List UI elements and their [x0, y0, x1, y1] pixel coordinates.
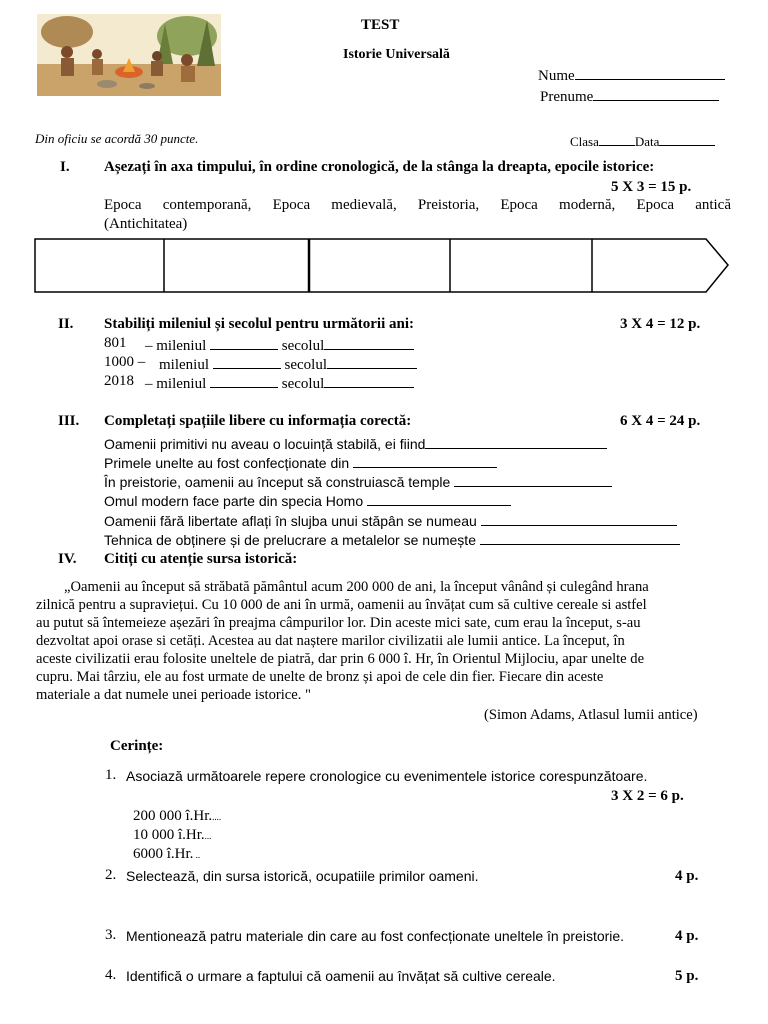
year-row[interactable]: 2018: [104, 373, 134, 389]
prehistoric-scene-illustration: [37, 14, 221, 96]
answer-line: [353, 453, 497, 468]
section-3-points: 6 X 4 = 24 p.: [620, 413, 701, 429]
clasa-data-fields[interactable]: Clasa Data: [570, 131, 715, 150]
question-number: 1.: [105, 767, 117, 783]
question-3: Mentionează patru materiale din care au fost confecționate uneltele în preistorie.: [126, 928, 625, 944]
prenume-field[interactable]: Prenume: [540, 86, 719, 106]
source-citation: (Simon Adams, Atlasul lumii antice): [484, 707, 698, 723]
nume-line: [575, 65, 725, 80]
section-2-title: Stabiliți mileniul și secolul pentru următorii ani:: [104, 316, 415, 332]
source-line: au putut să întemeieze așezări în preajma câmpurilor lor. Din aceste mici sate, cum erau la început, s-au: [36, 615, 641, 631]
mileniul-line: [213, 354, 281, 369]
subject-title: Istorie Universală: [343, 47, 450, 62]
source-line: cupru. Mai târziu, ele au fost urmate de unelte de bronz și apoi de cele din fier. Fiecare din aceste: [36, 669, 604, 685]
answer-line: [454, 472, 612, 487]
section-3-title: Completați spațiile libere cu informația corectă:: [104, 413, 412, 429]
year-row-answer[interactable]: – mileniul secolul: [145, 373, 414, 393]
section-1-points: 5 X 3 = 15 p.: [611, 179, 692, 195]
section-1-title: Așezați în axa timpului, în ordine cronologică, de la stânga la dreapta, epocile istorice:: [104, 159, 655, 175]
question-3-points: 4 p.: [675, 928, 699, 944]
answer-line: [367, 491, 511, 506]
source-line: „Oamenii au început să străbată pământul acum 200 000 de ani, la început vânând și culegând hrana: [64, 579, 649, 595]
answer-line: [425, 434, 607, 449]
date-item[interactable]: 10 000 î.Hr....: [133, 827, 212, 843]
year-row-answer[interactable]: mileniul secolul: [159, 354, 417, 374]
section-2-number: II.: [58, 316, 74, 332]
secolul-line: [324, 335, 414, 350]
data-line: [659, 131, 715, 146]
date-item[interactable]: 200 000 î.Hr.....: [133, 808, 222, 824]
answer-line: [480, 530, 680, 545]
mileniul-line: [210, 373, 278, 388]
fill-item[interactable]: Oamenii primitivi nu aveau o locuință stabilă, ei fiind: [104, 434, 607, 452]
question-4-points: 5 p.: [675, 968, 699, 984]
fill-item[interactable]: Tehnica de obținere și de prelucrare a metalelor se numește: [104, 530, 680, 548]
question-4: Identifică o urmare a faptului că oamenii au învățat să cultive cereale.: [126, 968, 556, 984]
question-number: 3.: [105, 927, 117, 943]
date-item[interactable]: 6000 î.Hr. ..: [133, 846, 201, 862]
section-3-number: III.: [58, 413, 80, 429]
question-1: Asociază următoarele repere cronologice cu evenimentele istorice corespunzătoare.: [126, 768, 648, 784]
source-line: dezvoltat apoi orase si cetăți. Acestea au dat naștere marilor civilizatii ale lumii antice. La început, în: [36, 633, 625, 649]
question-1-points: 3 X 2 = 6 p.: [611, 788, 684, 804]
timeline-slot-2[interactable]: [166, 240, 307, 291]
section-4-number: IV.: [58, 551, 77, 567]
test-title: TEST: [361, 17, 400, 33]
timeline-slot-5[interactable]: [594, 240, 704, 291]
fill-item[interactable]: Oamenii fără libertate aflați în slujba unui stăpân se numeau: [104, 511, 677, 529]
year-row[interactable]: 1000 –: [104, 354, 146, 370]
year-row[interactable]: 801: [104, 335, 127, 351]
question-number: 4.: [105, 967, 117, 983]
mileniul-line: [210, 335, 278, 350]
section-1-epochs: Epoca contemporană, Epoca medievală, Preistoria, Epoca modernă, Epoca antică: [104, 197, 731, 213]
section-4-title: Citiți cu atenție sursa istorică:: [104, 551, 298, 567]
source-line: aceste civilizatii erau folosite uneltele de piatră, dar prin 6 000 î. Hr, în Orientul Mijlociu, apar unelte de: [36, 651, 645, 667]
question-2-points: 4 p.: [675, 868, 699, 884]
timeline-slot-1[interactable]: [36, 240, 163, 291]
year-row-answer[interactable]: – mileniul secolul: [145, 335, 414, 355]
answer-line: [481, 511, 677, 526]
source-line: zilnică pentru a supraviețui. Cu 10 000 de ani în urmă, oamenii au învățat cum să cultive cereale si astfel: [36, 597, 647, 613]
section-1-number: I.: [60, 159, 70, 175]
cerinte-heading: Cerințe:: [110, 738, 164, 754]
fill-item[interactable]: Primele unelte au fost confecționate din: [104, 453, 497, 471]
question-number: 2.: [105, 867, 117, 883]
secolul-line: [327, 354, 417, 369]
nume-field[interactable]: Nume: [538, 65, 725, 85]
section-2-points: 3 X 4 = 12 p.: [620, 316, 701, 332]
section-1-epochs-cont: (Antichitatea): [104, 216, 188, 232]
timeline-slot-4[interactable]: [452, 240, 590, 291]
question-2: Selectează, din sursa istorică, ocupatiile primilor oameni.: [126, 868, 479, 884]
fill-item[interactable]: Omul modern face parte din specia Homo: [104, 491, 511, 509]
clasa-line: [599, 131, 635, 146]
secolul-line: [324, 373, 414, 388]
source-line: materiale a dat numele unei perioade istorice. ": [36, 687, 312, 703]
prenume-line: [593, 86, 719, 101]
timeline-slot-3[interactable]: [311, 240, 448, 291]
oficiu-note: Din oficiu se acordă 30 puncte.: [35, 131, 199, 146]
fill-item[interactable]: În preistorie, oamenii au început să construiască temple: [104, 472, 612, 490]
